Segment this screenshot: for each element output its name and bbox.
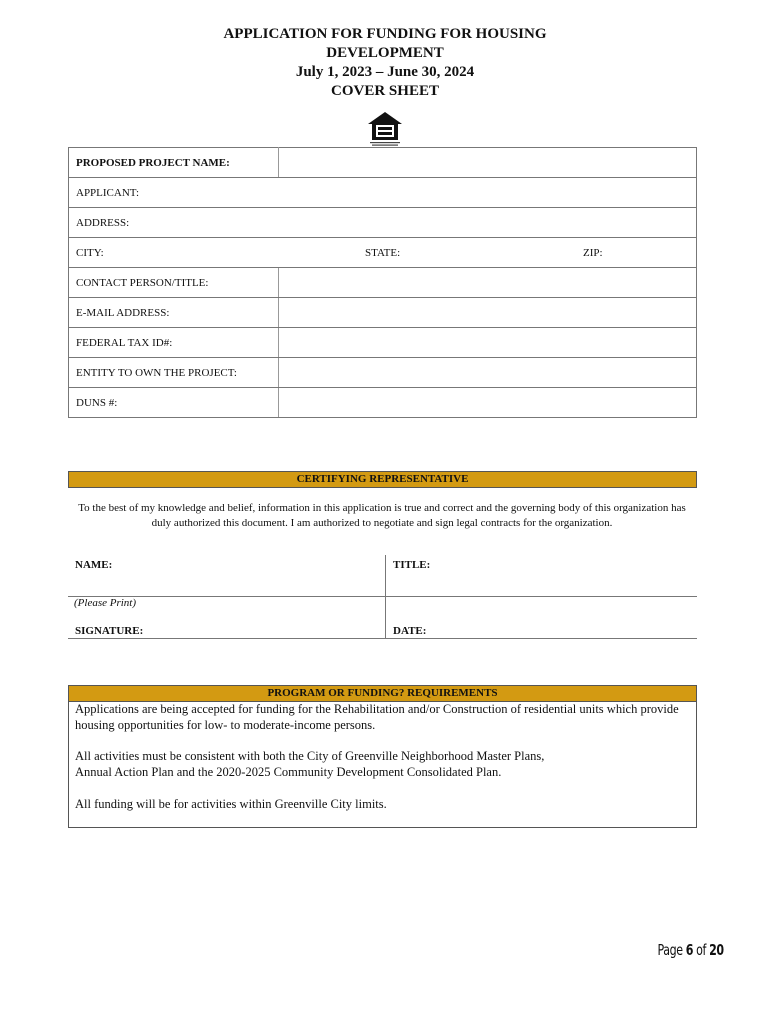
document-header xyxy=(0,25,770,101)
table-row xyxy=(69,268,697,298)
certification-statement: To the best of my knowledge and belief, information in this application is true and correct and the governing body of this organization has duly authorized this document. I am authorized to negotiate and sign legal contracts for the organization. xyxy=(78,502,686,529)
page-number xyxy=(658,941,724,959)
name-label: NAME: xyxy=(75,559,113,571)
requirements-paragraph-2-line-2: Annual Action Plan and the 2020-2025 Community Development Consolidated Plan. xyxy=(75,765,502,779)
contact-person-label: CONTACT PERSON/TITLE: xyxy=(69,268,279,298)
title-line-1: APPLICATION FOR FUNDING FOR HOUSING xyxy=(223,26,547,42)
divider xyxy=(68,638,697,639)
entity-label: ENTITY TO OWN THE PROJECT: xyxy=(69,358,279,388)
table-row xyxy=(69,388,697,418)
table-row xyxy=(69,298,697,328)
requirements-paragraph-1: Applications are being accepted for funding for the Rehabilitation and/or Construction of residential units which provide housing opportunities for low- to moderate-income persons. xyxy=(75,702,679,732)
table-row xyxy=(69,238,697,268)
title-field[interactable] xyxy=(386,569,697,595)
title-label: TITLE: xyxy=(393,559,431,571)
signature-field[interactable] xyxy=(148,611,384,637)
project-name-field[interactable] xyxy=(279,148,697,178)
table-row xyxy=(69,358,697,388)
applicant-label: APPLICANT: xyxy=(76,186,140,199)
entity-field[interactable] xyxy=(279,358,697,388)
date-field[interactable] xyxy=(433,611,697,637)
zip-label: ZIP: xyxy=(583,246,603,259)
please-print-note: (Please Print) xyxy=(74,597,137,609)
signature-block xyxy=(68,555,697,640)
requirements-paragraph-3: All funding will be for activities within Greenville City limits. xyxy=(75,797,387,811)
address-field[interactable] xyxy=(69,208,697,238)
funding-period: July 1, 2023 – June 30, 2024 xyxy=(295,64,475,80)
requirements-box xyxy=(68,700,697,828)
program-requirements-heading: PROGRAM OR FUNDING? REQUIREMENTS xyxy=(68,685,697,702)
title-line-2: DEVELOPMENT xyxy=(326,45,444,61)
page-current: 6 xyxy=(686,941,694,959)
city-label: CITY: xyxy=(76,246,104,259)
certifying-representative-heading: CERTIFYING REPRESENTATIVE xyxy=(68,471,697,488)
federal-tax-id-field[interactable] xyxy=(279,328,697,358)
page-word: Page xyxy=(657,941,683,959)
federal-tax-id-label: FEDERAL TAX ID#: xyxy=(69,328,279,358)
table-row xyxy=(69,208,697,238)
date-label: DATE: xyxy=(393,625,427,637)
name-field[interactable] xyxy=(68,569,384,595)
table-row xyxy=(69,178,697,208)
state-label: STATE: xyxy=(365,246,401,259)
divider xyxy=(68,596,697,597)
contact-person-field[interactable] xyxy=(279,268,697,298)
table-row xyxy=(69,328,697,358)
page-of: of xyxy=(696,941,707,959)
duns-label: DUNS #: xyxy=(69,388,279,418)
cover-sheet-subtitle: COVER SHEET xyxy=(331,83,439,99)
signature-label: SIGNATURE: xyxy=(75,625,144,637)
address-label: ADDRESS: xyxy=(76,216,130,229)
email-field[interactable] xyxy=(279,298,697,328)
city-state-zip-field[interactable] xyxy=(69,238,697,268)
equal-housing-opportunity-icon xyxy=(366,110,404,148)
project-name-label: PROPOSED PROJECT NAME: xyxy=(69,148,279,178)
page-total: 20 xyxy=(709,941,724,959)
applicant-field[interactable] xyxy=(69,178,697,208)
duns-field[interactable] xyxy=(279,388,697,418)
email-label: E-MAIL ADDRESS: xyxy=(69,298,279,328)
requirements-paragraph-2-line-1: All activities must be consistent with both the City of Greenville Neighborhood Master Plans, xyxy=(75,749,545,763)
table-row xyxy=(69,148,697,178)
applicant-info-table xyxy=(68,147,697,418)
